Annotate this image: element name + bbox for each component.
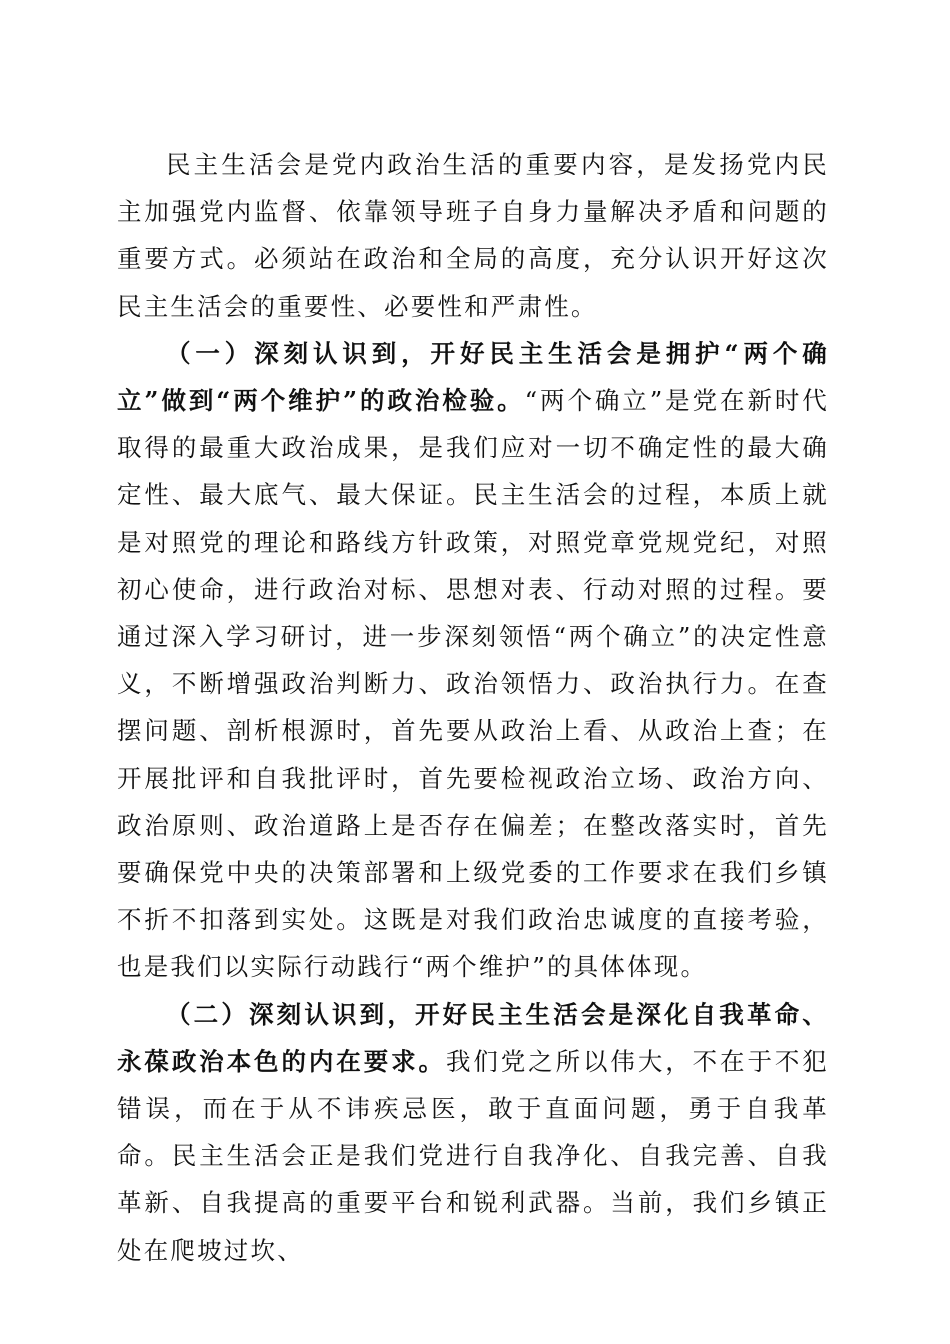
- document-page: [117, 141, 829, 1274]
- section-one-heading: （一）深刻认识到，开好民主生活会是拥护“两个确立”做到“两个维护”的政治检验。: [117, 338, 829, 416]
- section-two-body: 我们党之所以伟大，不在于不犯错误，而在于从不讳疾忌医，敢于直面问题，勇于自我革命。民主生活会正是我们党进行自我净化、自我完善、自我革新、自我提高的重要平台和锐利武器。当前，我们乡镇正处在爬坡过坎、: [117, 1046, 829, 1265]
- section-two-heading: （二）深刻认识到，开好民主生活会是深化自我革命、永葆政治本色的内在要求。: [117, 999, 829, 1076]
- intro-paragraph: [117, 141, 829, 330]
- section-two-paragraph: [117, 991, 829, 1274]
- paragraph-body: 民主生活会是党内政治生活的重要内容，是发扬党内民主加强党内监督、依靠领导班子自身力量解决矛盾和问题的重要方式。必须站在政治和全局的高度，充分认识开好这次民主生活会的重要性、必要性和严肃性。: [117, 150, 829, 321]
- section-one-body: “两个确立”是党在新时代取得的最重大政治成果，是我们应对一切不确定性的最大确定性、最大底气、最大保证。民主生活会的过程，本质上就是对照党的理论和路线方针政策，对照党章党规党纪，对照初心使命，进行政治对标、思想对表、行动对照的过程。要通过深入学习研讨，进一步深刻领悟“两个确立”的决定性意义，不断增强政治判断力、政治领悟力、政治执行力。在查摆问题、剖析根源时，首先要从政治上看、从政治上查；在开展批评和自我批评时，首先要检视政治立场、政治方向、政治原则、政治道路上是否存在偏差；在整改落实时，首先要确保党中央的决策部署和上级党委的工作要求在我们乡镇不折不扣落到实处。这既是对我们政治忠诚度的直接考验，也是我们以实际行动践行“两个维护”的具体体现。: [117, 386, 829, 982]
- section-one-paragraph: [117, 330, 829, 991]
